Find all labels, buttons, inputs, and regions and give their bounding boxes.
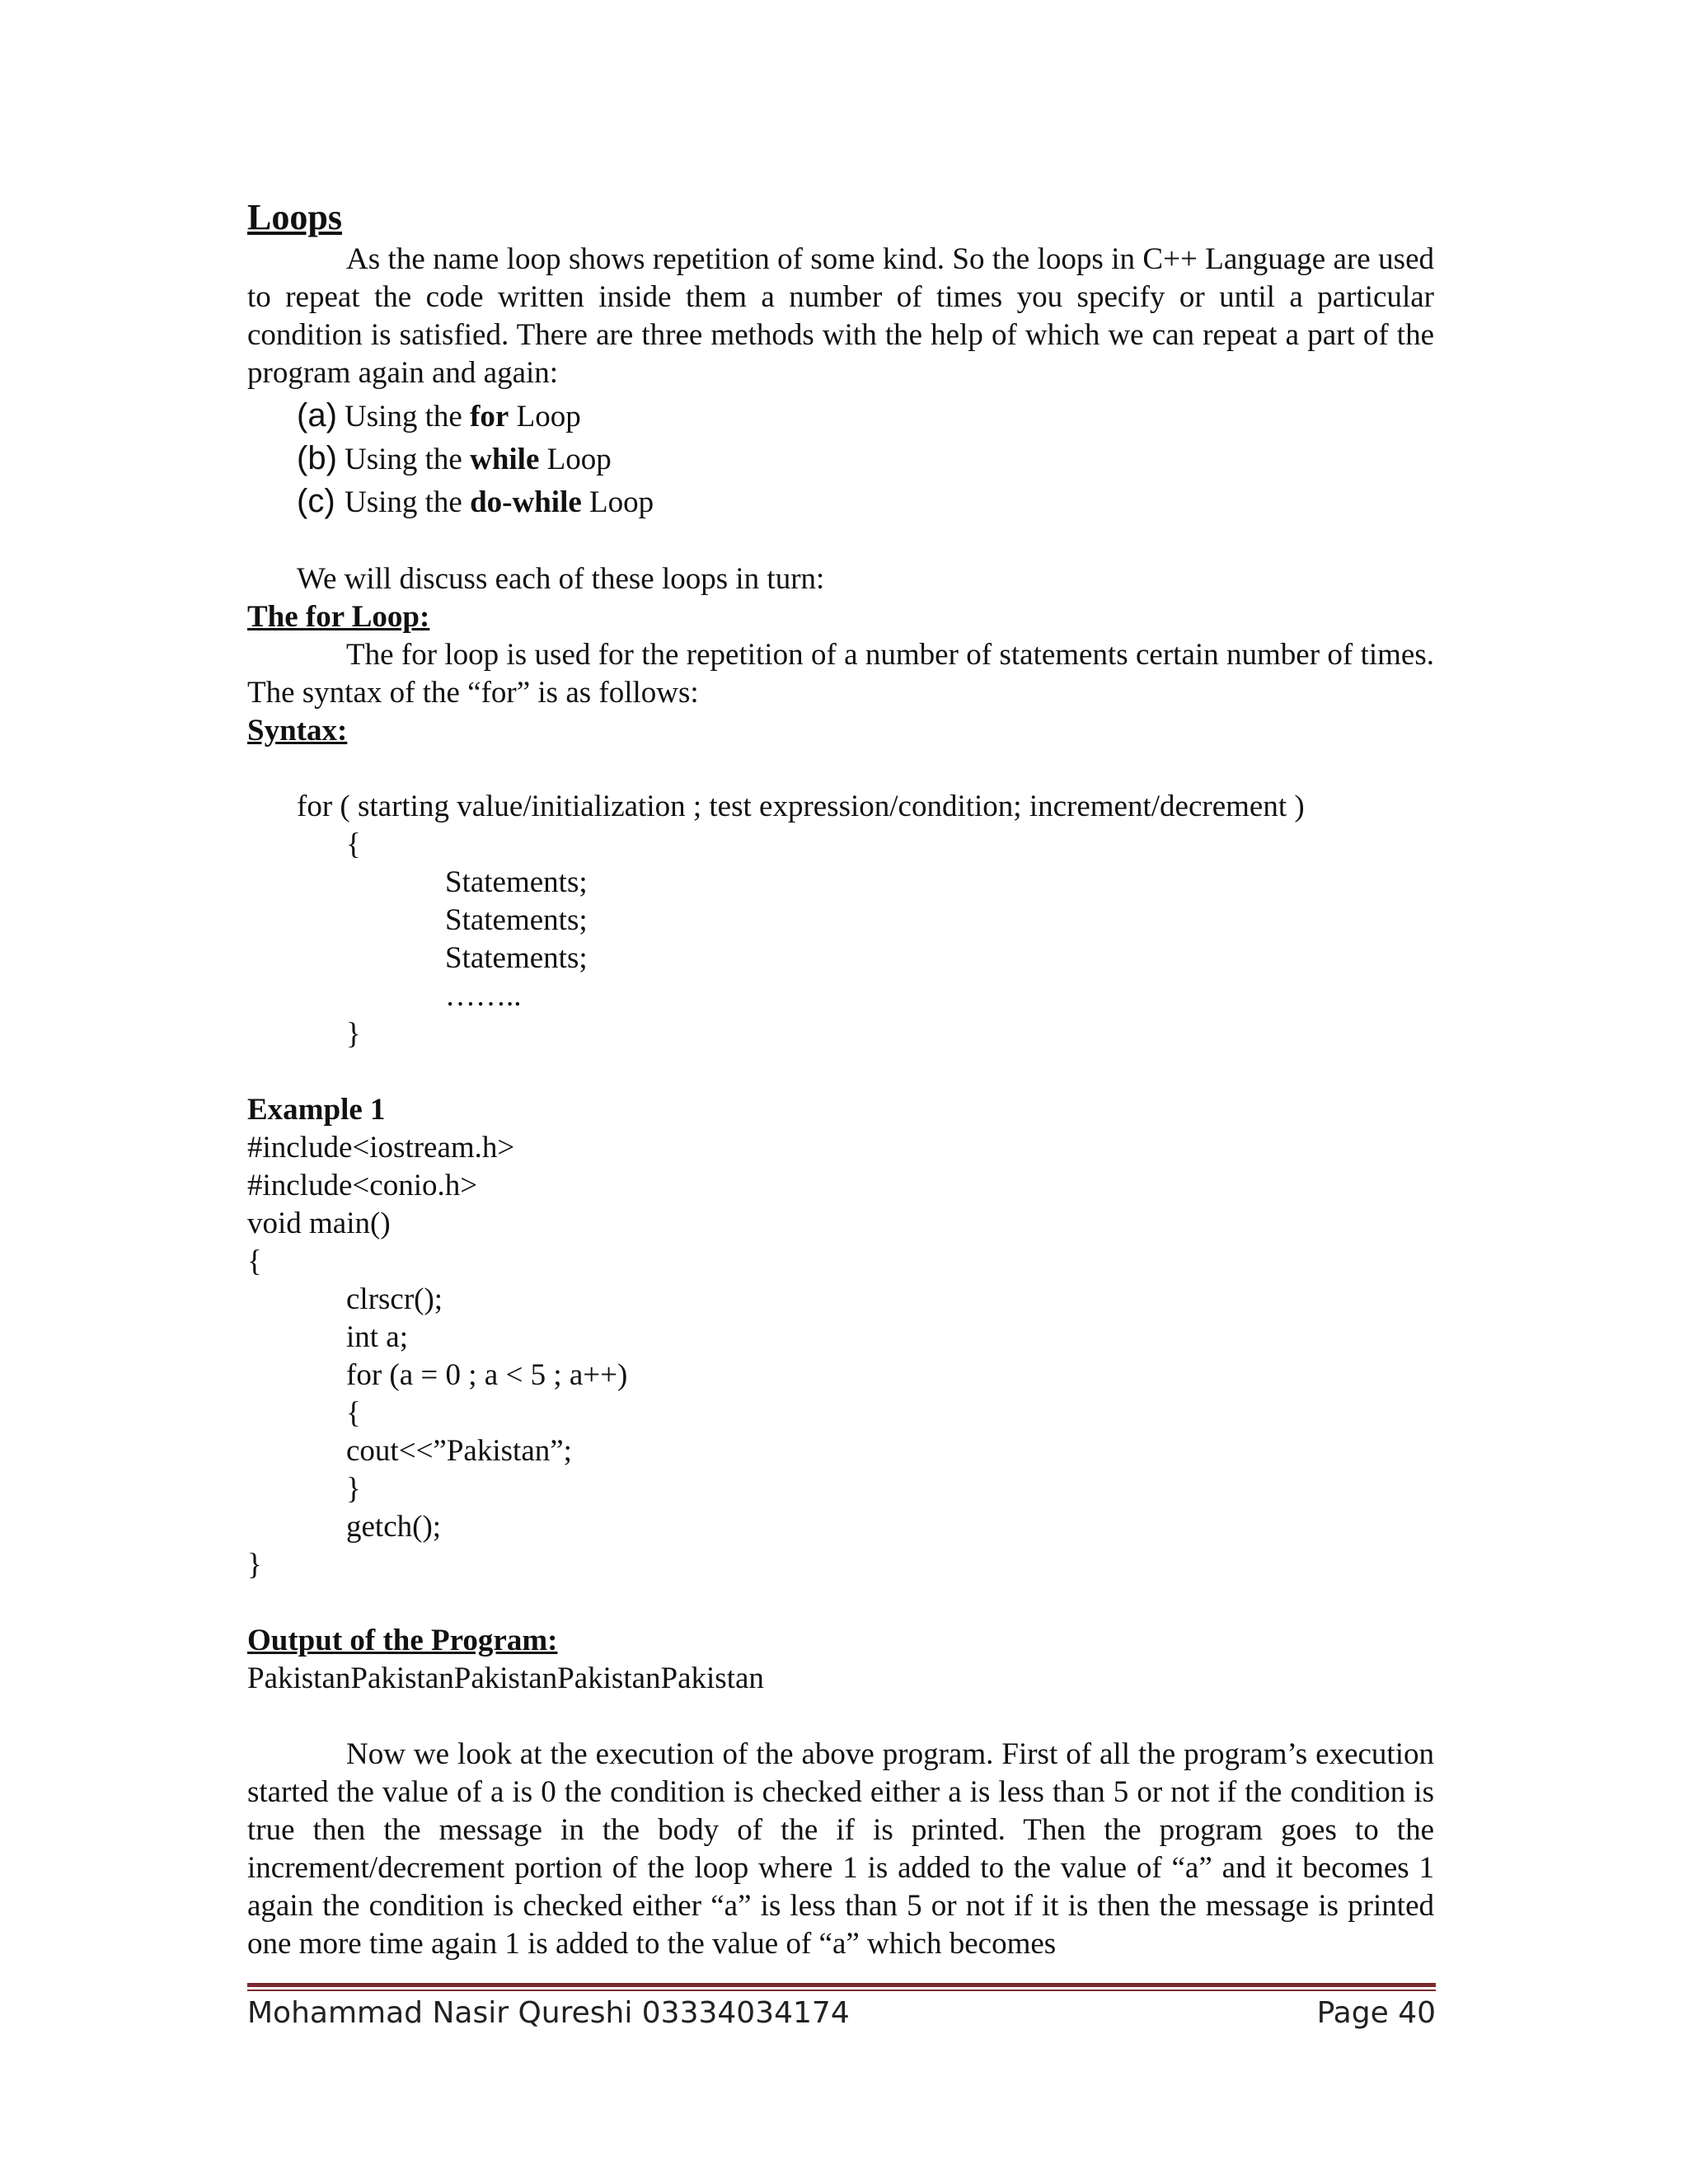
list-marker: (c) xyxy=(297,483,335,519)
keyword: while xyxy=(470,443,540,476)
methods-list xyxy=(247,394,1434,523)
code-line: } xyxy=(247,1548,262,1582)
output-text: PakistanPakistanPakistanPakistanPakistan xyxy=(247,1661,764,1695)
syntax-statement: Statements; xyxy=(445,865,588,899)
intro-paragraph: As the name loop shows repetition of some kind. So the loops in C++ Language are used to repeat the code written inside them a number of times you specify or until a particular condition is satisfied. There are three methods with the help of which we can repeat a part of the program again and again: xyxy=(247,242,1434,390)
syntax-statement: Statements; xyxy=(445,903,588,937)
syntax-header: for ( starting value/initialization ; test expression/condition; increment/decrement ) xyxy=(297,790,1305,823)
code-line: #include<conio.h> xyxy=(247,1169,478,1202)
list-item: (a) Using the for Loop xyxy=(297,394,1434,437)
code-line: void main() xyxy=(247,1207,391,1240)
code-line: } xyxy=(346,1472,361,1506)
output-heading: Output of the Program: xyxy=(247,1624,558,1657)
example-heading: Example 1 xyxy=(247,1093,386,1127)
discuss-line: We will discuss each of these loops in turn: xyxy=(297,562,825,596)
footer-rule-thick xyxy=(247,1983,1436,1987)
keyword: for xyxy=(470,400,509,434)
code-line: for (a = 0 ; a < 5 ; a++) xyxy=(346,1358,628,1392)
code-line: getch(); xyxy=(346,1510,442,1544)
for-loop-description: The for loop is used for the repetition of a number of statements certain number of times. The syntax of the “for” is as follows: xyxy=(247,638,1434,710)
list-marker: (b) xyxy=(297,440,337,476)
syntax-statement: Statements; xyxy=(445,941,588,975)
syntax-close-brace: } xyxy=(346,1017,361,1051)
syntax-ellipsis: …….. xyxy=(445,979,522,1013)
footer-author: Mohammad Nasir Qureshi 03334034174 xyxy=(247,1996,850,2030)
syntax-open-brace: { xyxy=(346,827,361,861)
list-marker: (a) xyxy=(297,397,337,434)
code-line: cout<<”Pakistan”; xyxy=(346,1434,572,1468)
for-loop-heading: The for Loop: xyxy=(247,600,430,634)
code-line: int a; xyxy=(346,1320,409,1354)
code-line: clrscr(); xyxy=(346,1282,443,1316)
code-line: #include<iostream.h> xyxy=(247,1131,515,1165)
page-number: Page 40 xyxy=(1316,1996,1436,2030)
syntax-heading: Syntax: xyxy=(247,714,348,748)
explanation-paragraph: Now we look at the execution of the above program. First of all the program’s execution started the value of a is 0 the condition is checked either a is less than 5 or not if the condition is true then the message in the body of the if is printed. Then the program goes to the increment/decrement portion of the loop where 1 is added to the value of “a” and it becomes 1 again the condition is checked either “a” is less than 5 or not if it is then the message is printed one more time again 1 is added to the value of “a” which becomes xyxy=(247,1737,1434,1961)
list-item: (b) Using the while Loop xyxy=(297,437,1434,480)
section-title: Loops xyxy=(247,197,342,237)
code-line: { xyxy=(346,1396,361,1430)
list-item: (c) Using the do-while Loop xyxy=(297,480,1434,523)
footer-rule-thin xyxy=(247,1990,1436,1991)
code-line: { xyxy=(247,1244,262,1278)
page-content xyxy=(247,194,1434,1963)
keyword: do-while xyxy=(470,485,582,519)
